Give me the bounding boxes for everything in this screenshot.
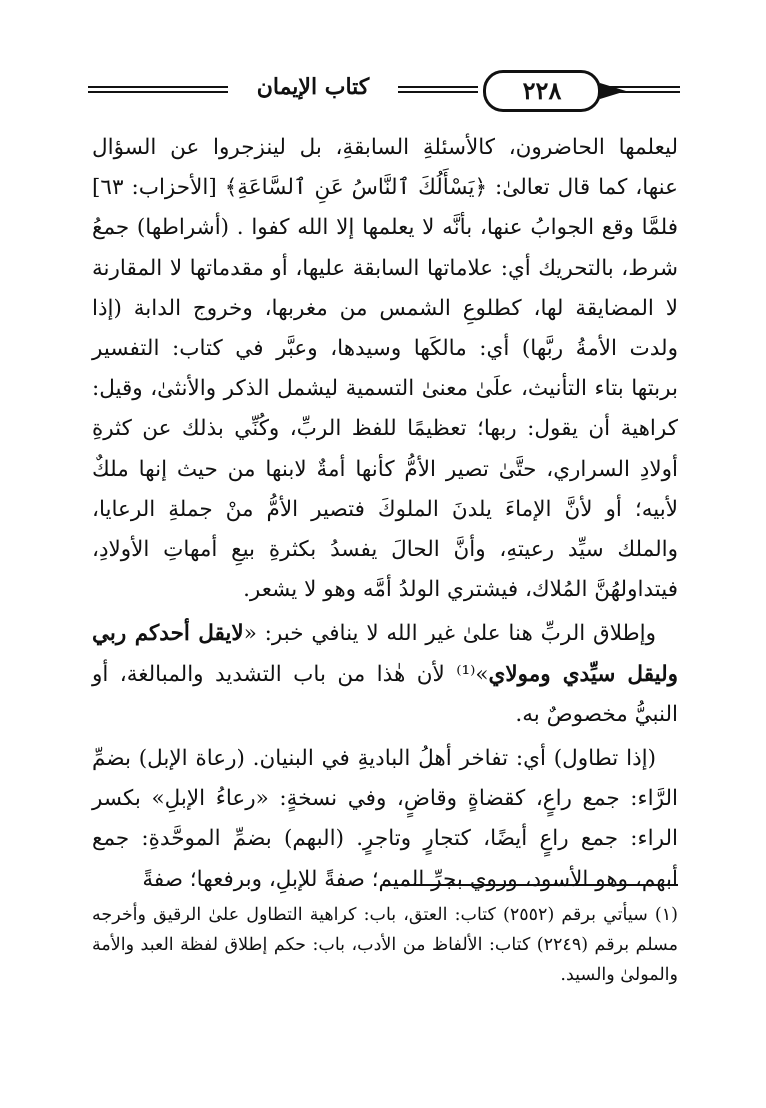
header-rule-right	[608, 86, 680, 93]
footnote-separator	[383, 884, 678, 886]
paragraph-2-end: »⁽¹⁾ لأن هٰذا من باب التشديد والمبالغة، أو النبيُّ مخصوصٌ به.	[92, 661, 678, 727]
main-text	[92, 128, 678, 900]
page-number: ٢٢٨	[483, 70, 601, 112]
paragraph-3: (إذا تطاول) أي: تفاخر أهلُ الباديةِ في البنيان. (رعاة الإبل) بضمِّ الرَّاء: جمع راعٍ، كقضاةٍ وقاضٍ، وفي نسخةٍ: «رعاءُ الإبلِ» بكسر الراء: جمع راعٍ أيضًا، كتجارٍ وتاجرٍ. (البهم) بضمِّ الموحَّدةِ: جمع أبهم، وهو الأسود، وروي بجرِّ الميم؛ صفةً للإبلِ، وبرفعها؛ صفةً	[92, 746, 678, 892]
hadith-quote: لايقل أحدكم ربي وليقل سيِّدي ومولاي	[92, 621, 679, 687]
running-title: كتاب الإيمان	[256, 74, 370, 100]
paragraph-2	[92, 614, 678, 735]
footnote-1: (١) سيأتي برقم (٢٥٥٢) كتاب: العتق، باب: كراهية التطاول علىٰ الرقيق وأخرجه مسلم برقم (٢٢٤٩) كتاب: الألفاظ من الأدب، باب: حكم إطلاق لفظة العبد والأمة والمولىٰ والسيد.	[92, 905, 679, 985]
header-rule-left	[88, 86, 228, 93]
page-header	[88, 72, 680, 116]
paragraph-1: ليعلمها الحاضرون، كالأسئلةِ السابقةِ، بل لينزجروا عن السؤال عنها، كما قال تعالىٰ: ﴿يَسْأَلُكَ ٱلنَّاسُ عَنِ ٱلسَّاعَةِ﴾ [الأحزاب: ٦٣] فلمَّا وقع الجوابُ عنها، بأنَّه لا يعلمها إلا الله كفوا . (أشراطها) جمعُ شرط، بالتحريك أي: علاماتها السابقة عليها، أو مقدماتها لا المقارنة لا المضايقة لها، كطلوعِ الشمس من مغربها، وخروج الدابة (إذا ولدت الأمةُ ربَّها) أي: مالكَها وسيدها، وعبَّر في كتاب: التفسير بربتها بتاء التأنيث، علَىٰ معنىٰ التسمية ليشمل الذكر والأنثىٰ، وقيل: كراهية أن يقول: ربها؛ تعظيمًا للفظ الربِّ، وكُنِّي بذلك عن كثرةِ أولادِ السراري، حتَّىٰ تصير الأمُّ كأنها أمةٌ لابنها من حيث إنها ملكٌ لأبيه؛ أو لأنَّ الإماءَ يلدنَ الملوكَ فتصير الأمُّ منْ جملةِ الرعايا، والملك سيِّد رعيتهِ، وأنَّ الحالَ يفسدُ بكثرةِ بيعِ أمهاتِ الأولادِ، فيتداولهُنَّ المُلاك، فيشتري الولدُ أمَّه وهو لا يشعر.	[92, 135, 678, 603]
footnotes	[92, 900, 678, 990]
header-rule-middle	[398, 86, 478, 93]
paragraph-2-start: وإطلاق الربِّ هنا علىٰ غير الله لا ينافي خبر: «	[243, 621, 656, 647]
